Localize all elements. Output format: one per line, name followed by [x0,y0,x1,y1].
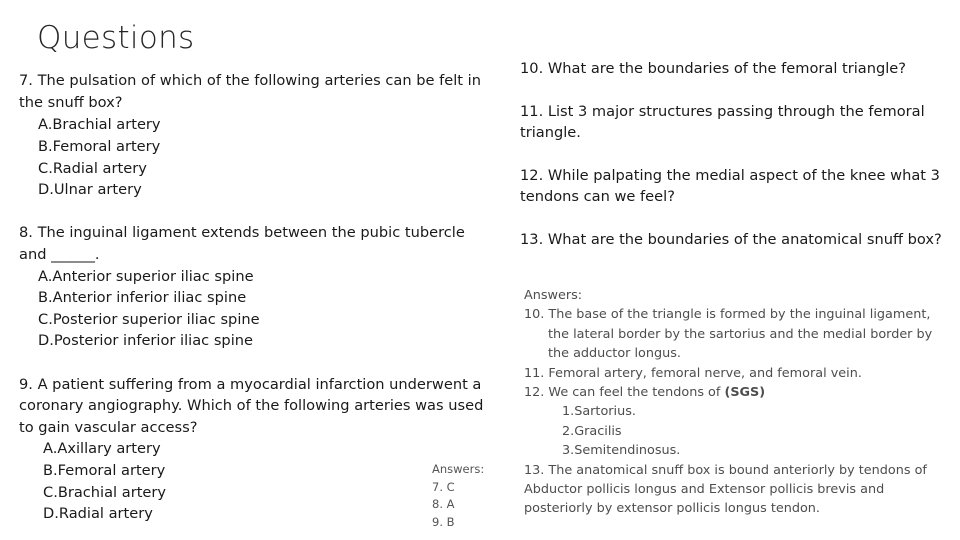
q9-stem-line1: 9. A patient suffering from a myocardial infarction underwent a [19,376,482,393]
q8-option-d: D.Posterior inferior iliac spine [38,332,253,349]
answers-heading: Answers: [524,288,583,303]
q7-stem-line1: 7. The pulsation of which of the following arteries can be felt in [19,72,481,89]
answer-key-7-9 [432,461,492,531]
q9-option-d: D.Radial artery [43,505,153,522]
q9-stem-line2: coronary angiography. Which of the following arteries was used [19,397,484,414]
q7-option-a: A.Brachial artery [38,116,161,133]
q8-stem-line1: 8. The inguinal ligament extends between the pubic tubercle [19,224,465,241]
answer-12-item-semitendinosus: 3.Semitendinosus. [562,443,681,459]
answer-key-item: 8. A [432,497,455,511]
answers-block [524,286,944,519]
q8-option-b: B.Anterior inferior iliac spine [38,289,247,306]
q7-stem-line2: the snuff box? [19,94,123,111]
answer-12-item-sartorius: 1.Sartorius. [562,404,636,420]
q7-option-b: B.Femoral artery [38,138,161,155]
q12-line1: 12. While palpating the medial aspect of the knee what 3 [520,167,940,184]
q7-option-c: C.Radial artery [38,160,147,177]
q13-line1: 13. What are the boundaries of the anatomical snuff box? [520,231,942,248]
answer-13-line3: posteriorly by extensor pollicis longus tendon. [524,501,820,517]
answer-11: 11. Femoral artery, femoral nerve, and femoral vein. [524,365,862,381]
answer-12-item-gracilis: 2.Gracilis [562,423,622,439]
answer-13-line1: 13. The anatomical snuff box is bound anteriorly by tendons of [524,462,927,478]
answer-10-line2: the lateral border by the sartorius and the medial border by [548,326,933,342]
q11-line1: 11. List 3 major structures passing through the femoral [520,103,925,120]
q11-line2: triangle. [520,124,581,141]
answer-13-line2: Abductor pollicis longus and Extensor pollicis brevis and [524,482,885,498]
q9-option-b: B.Femoral artery [43,462,166,479]
answer-10-line3: the adductor longus. [548,346,681,362]
answer-key-item: 9. B [432,514,455,529]
answer-12 [524,383,944,402]
q9-option-a: A.Axillary artery [43,440,161,457]
q8-option-a: A.Anterior superior iliac spine [38,268,254,285]
q10-line1: 10. What are the boundaries of the femoral triangle? [520,60,907,77]
q7-option-d: D.Ulnar artery [38,181,142,198]
answer-12-mnemonic: (SGS) [724,385,766,401]
q9-stem-line3: to gain vascular access? [19,419,198,436]
answer-key-heading: Answers: [432,462,485,476]
answer-12-prefix: 12. We can feel the tendons of [524,385,725,401]
answer-key-item: 7. C [432,479,455,494]
answer-10-line1: 10. The base of the triangle is formed by the inguinal ligament, [524,307,931,323]
page-title: Questions [37,20,195,56]
q8-stem-line2: and ______. [19,246,100,263]
q12-line2: tendons can we feel? [520,188,675,205]
q8-option-c: C.Posterior superior iliac spine [38,311,260,328]
q9-option-c: C.Brachial artery [43,484,167,501]
